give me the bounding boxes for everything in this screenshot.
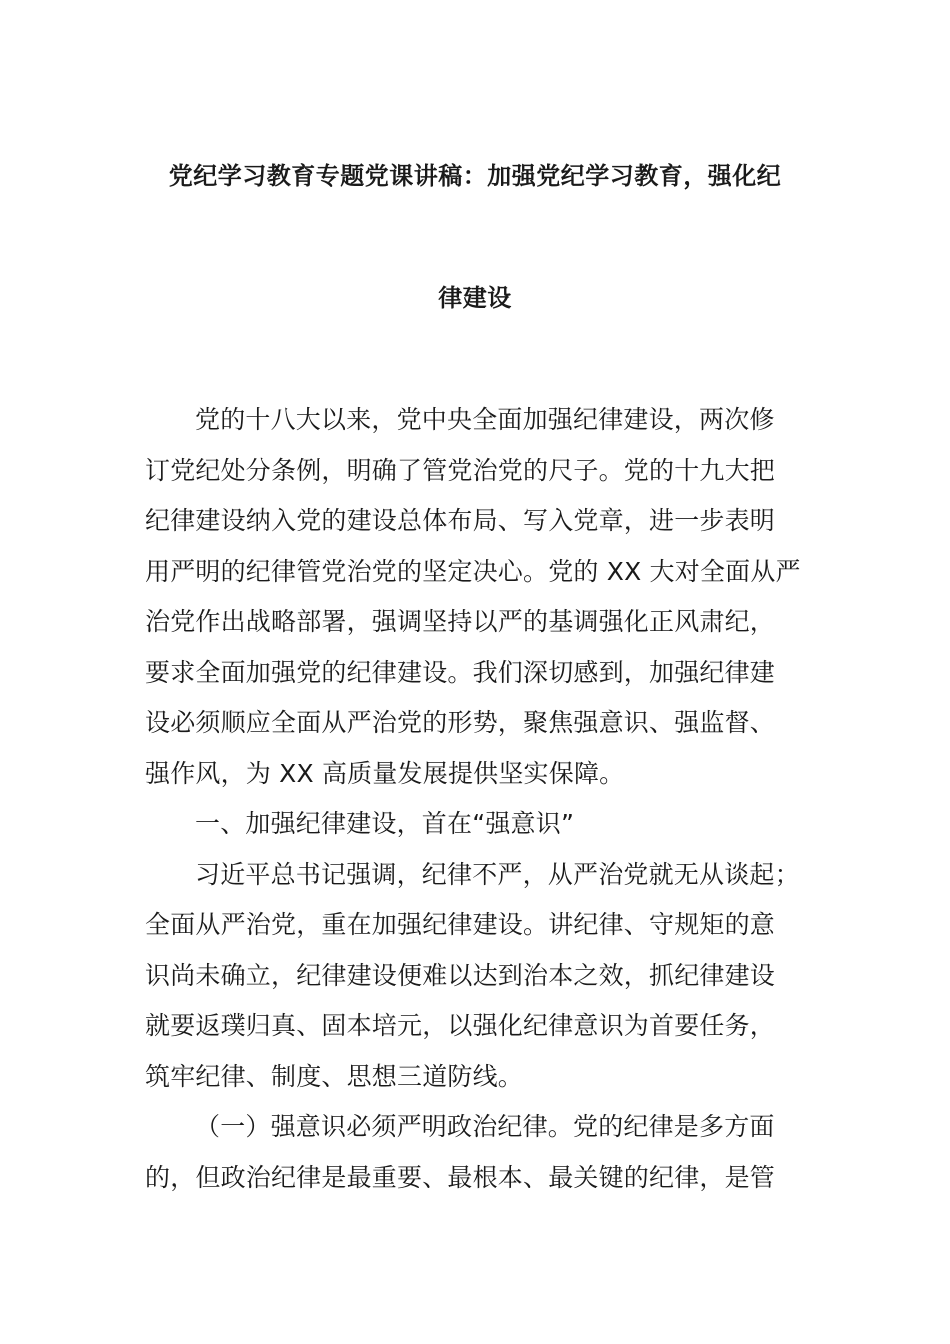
paragraph-line: 用严明的纪律管党治党的坚定决心。党的 XX 大对全面从严 (145, 556, 801, 586)
document-title-line-2: 律建设 (438, 284, 512, 312)
paragraph-line: 纪律建设纳入党的建设总体布局、写入党章，进一步表明 (145, 506, 776, 535)
document-body (145, 398, 815, 1206)
paragraph-line: 全面从严治党，重在加强纪律建设。讲纪律、守规矩的意 (145, 910, 776, 939)
paragraph-line: 订党纪处分条例，明确了管党治党的尺子。党的十九大把 (145, 455, 776, 485)
paragraph-line: 党的十八大以来，党中央全面加强纪律建设，两次修 (195, 405, 775, 434)
section-heading: 一、加强纪律建设，首在“强意识” (195, 809, 575, 838)
paragraph-line: 习近平总书记强调，纪律不严，从严治党就无从谈起； (195, 859, 800, 889)
paragraph-line: （一）强意识必须严明政治纪律。党的纪律是多方面 (195, 1112, 775, 1141)
paragraph-line: 要求全面加强党的纪律建设。我们深切感到，加强纪律建 (145, 657, 776, 687)
paragraph-line: 强作风，为 XX 高质量发展提供坚实保障。 (145, 758, 625, 788)
paragraph-line: 的，但政治纪律是最重要、最根本、最关键的纪律，是管 (145, 1162, 776, 1192)
paragraph-line: 筑牢纪律、制度、思想三道防线。 (145, 1061, 524, 1091)
paragraph-line: 识尚未确立，纪律建设便难以达到治本之效，抓纪律建设 (145, 960, 776, 990)
document-title-line-1: 党纪学习教育专题党课讲稿：加强党纪学习教育，强化纪 (168, 162, 782, 190)
paragraph-line: 设必须顺应全面从严治党的形势，聚焦强意识、强监督、 (145, 708, 776, 737)
paragraph-line: 就要返璞归真、固本培元，以强化纪律意识为首要任务， (145, 1011, 776, 1040)
paragraph-line: 治党作出战略部署，强调坚持以严的基调强化正风肃纪， (145, 607, 776, 636)
